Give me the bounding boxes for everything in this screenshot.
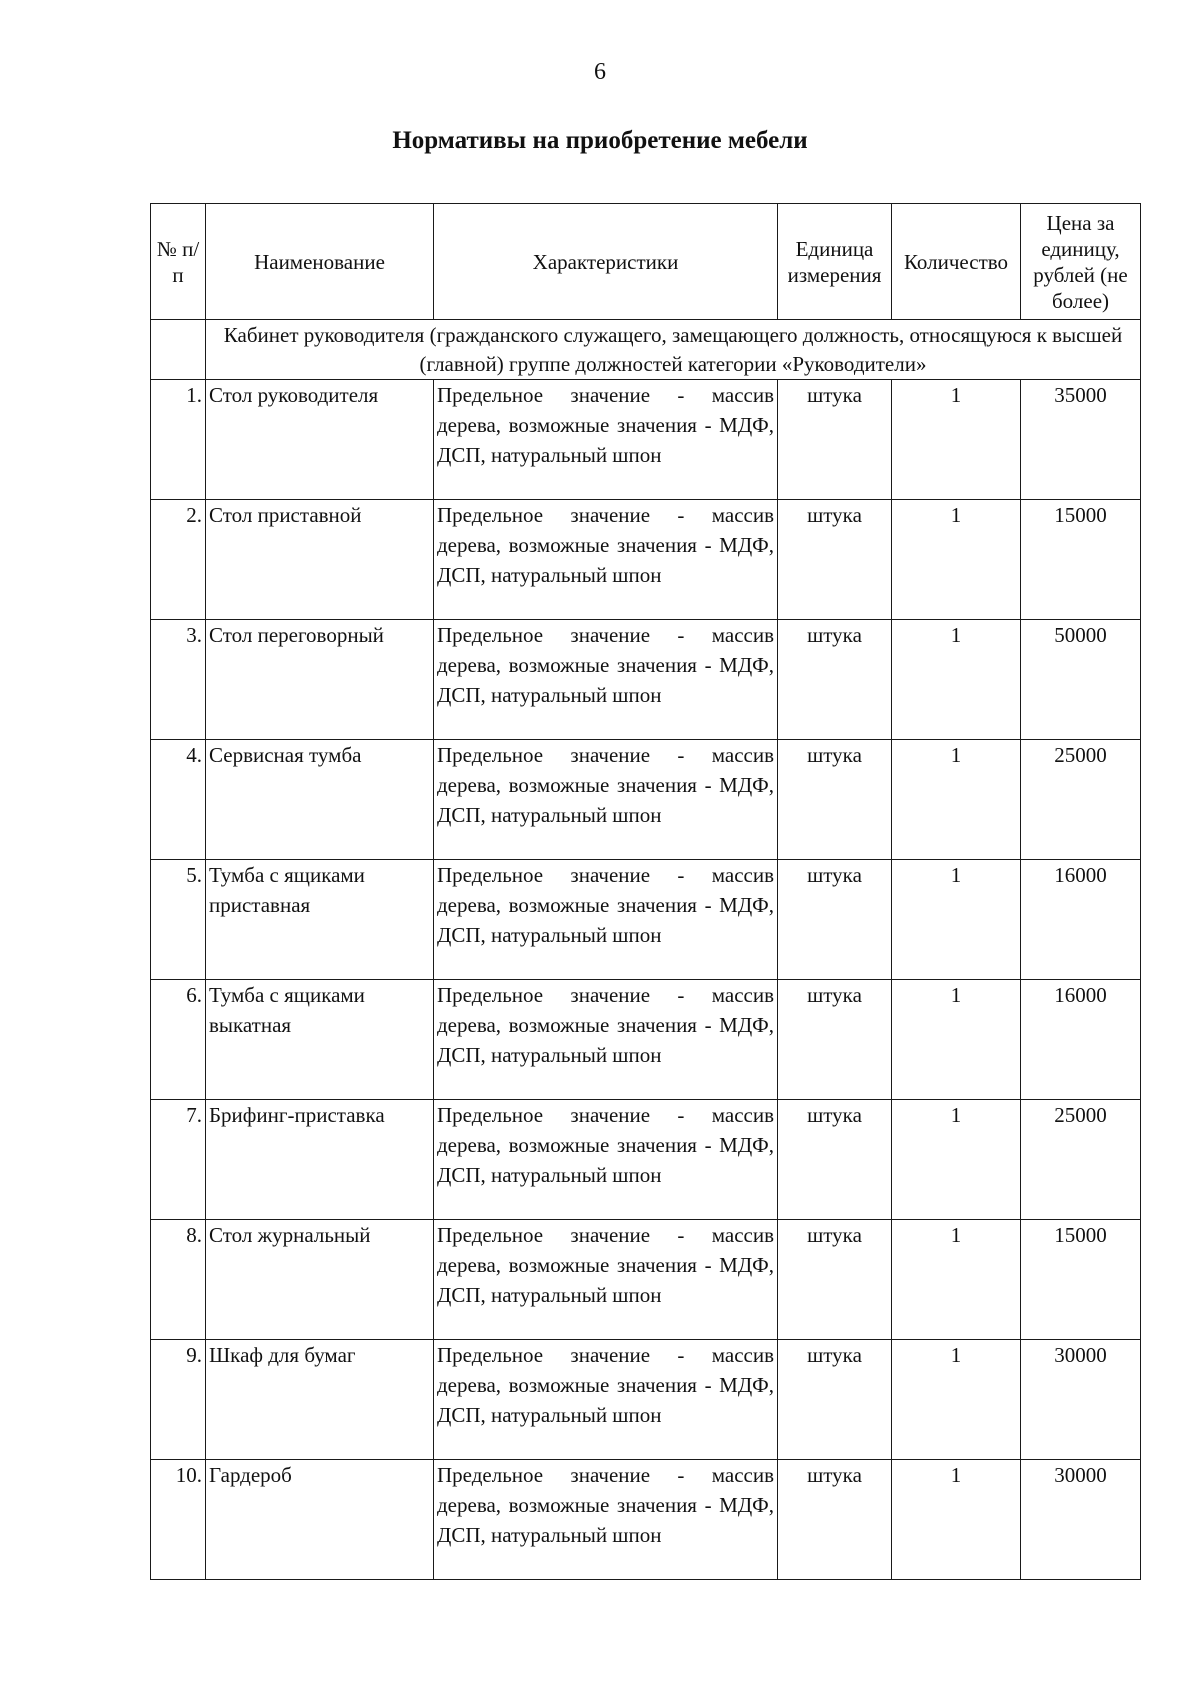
row-num: 6. <box>151 980 206 1100</box>
row-num: 9. <box>151 1340 206 1460</box>
row-quantity: 1 <box>892 860 1021 980</box>
table-row <box>151 1460 1141 1580</box>
row-name: Брифинг-приставка <box>206 1100 434 1220</box>
table-row <box>151 1340 1141 1460</box>
table-row <box>151 1220 1141 1340</box>
row-name: Шкаф для бумаг <box>206 1340 434 1460</box>
section-row <box>151 320 1141 380</box>
row-num: 10. <box>151 1460 206 1580</box>
row-quantity: 1 <box>892 380 1021 500</box>
row-characteristics: Предельное значение - массив дерева, возможные значения - МДФ, ДСП, натуральный шпон <box>434 740 778 860</box>
row-price: 25000 <box>1021 1100 1141 1220</box>
row-name: Стол руководителя <box>206 380 434 500</box>
page-number: 6 <box>594 59 606 85</box>
row-price: 16000 <box>1021 860 1141 980</box>
row-characteristics: Предельное значение - массив дерева, возможные значения - МДФ, ДСП, натуральный шпон <box>434 1100 778 1220</box>
row-unit: штука <box>778 860 892 980</box>
row-quantity: 1 <box>892 740 1021 860</box>
header-price: Цена за единицу, рублей (не более) <box>1021 204 1141 320</box>
table-row <box>151 1100 1141 1220</box>
row-characteristics: Предельное значение - массив дерева, возможные значения - МДФ, ДСП, натуральный шпон <box>434 500 778 620</box>
row-unit: штука <box>778 380 892 500</box>
row-quantity: 1 <box>892 1340 1021 1460</box>
row-characteristics: Предельное значение - массив дерева, возможные значения - МДФ, ДСП, натуральный шпон <box>434 1460 778 1580</box>
row-num: 4. <box>151 740 206 860</box>
row-unit: штука <box>778 980 892 1100</box>
header-name: Наименование <box>206 204 434 320</box>
table-row <box>151 380 1141 500</box>
row-name: Стол журнальный <box>206 1220 434 1340</box>
row-num: 3. <box>151 620 206 740</box>
row-name: Сервисная тумба <box>206 740 434 860</box>
row-name: Тумба с ящиками выкатная <box>206 980 434 1100</box>
row-unit: штука <box>778 500 892 620</box>
row-characteristics: Предельное значение - массив дерева, возможные значения - МДФ, ДСП, натуральный шпон <box>434 380 778 500</box>
row-quantity: 1 <box>892 980 1021 1100</box>
row-quantity: 1 <box>892 1100 1021 1220</box>
row-price: 15000 <box>1021 1220 1141 1340</box>
table-row <box>151 860 1141 980</box>
table-row <box>151 500 1141 620</box>
row-num: 2. <box>151 500 206 620</box>
row-unit: штука <box>778 1220 892 1340</box>
table-header-row <box>151 204 1141 320</box>
header-num: № п/п <box>151 204 206 320</box>
row-characteristics: Предельное значение - массив дерева, возможные значения - МДФ, ДСП, натуральный шпон <box>434 1340 778 1460</box>
row-quantity: 1 <box>892 1460 1021 1580</box>
row-num: 5. <box>151 860 206 980</box>
header-quantity: Количество <box>892 204 1021 320</box>
row-name: Стол приставной <box>206 500 434 620</box>
row-unit: штука <box>778 1100 892 1220</box>
row-name: Стол переговорный <box>206 620 434 740</box>
row-quantity: 1 <box>892 1220 1021 1340</box>
row-name: Тумба с ящиками приставная <box>206 860 434 980</box>
section-num-cell <box>151 320 206 380</box>
row-price: 16000 <box>1021 980 1141 1100</box>
row-price: 30000 <box>1021 1460 1141 1580</box>
page-title: Нормативы на приобретение мебели <box>392 127 808 154</box>
row-unit: штука <box>778 740 892 860</box>
row-price: 15000 <box>1021 500 1141 620</box>
row-price: 25000 <box>1021 740 1141 860</box>
row-num: 1. <box>151 380 206 500</box>
row-characteristics: Предельное значение - массив дерева, возможные значения - МДФ, ДСП, натуральный шпон <box>434 620 778 740</box>
row-price: 35000 <box>1021 380 1141 500</box>
row-name: Гардероб <box>206 1460 434 1580</box>
row-characteristics: Предельное значение - массив дерева, возможные значения - МДФ, ДСП, натуральный шпон <box>434 980 778 1100</box>
row-unit: штука <box>778 1340 892 1460</box>
section-title: Кабинет руководителя (гражданского служащего, замещающего должность, относящуюся к высшей (главной) группе должностей категории «Руководители» <box>206 320 1141 380</box>
row-num: 8. <box>151 1220 206 1340</box>
row-quantity: 1 <box>892 620 1021 740</box>
table-row <box>151 740 1141 860</box>
row-characteristics: Предельное значение - массив дерева, возможные значения - МДФ, ДСП, натуральный шпон <box>434 1220 778 1340</box>
table-row <box>151 980 1141 1100</box>
row-quantity: 1 <box>892 500 1021 620</box>
header-unit: Единица измерения <box>778 204 892 320</box>
header-characteristics: Характеристики <box>434 204 778 320</box>
row-price: 30000 <box>1021 1340 1141 1460</box>
row-num: 7. <box>151 1100 206 1220</box>
furniture-norms-table <box>150 203 1141 1580</box>
table-row <box>151 620 1141 740</box>
row-characteristics: Предельное значение - массив дерева, возможные значения - МДФ, ДСП, натуральный шпон <box>434 860 778 980</box>
row-unit: штука <box>778 1460 892 1580</box>
row-unit: штука <box>778 620 892 740</box>
row-price: 50000 <box>1021 620 1141 740</box>
